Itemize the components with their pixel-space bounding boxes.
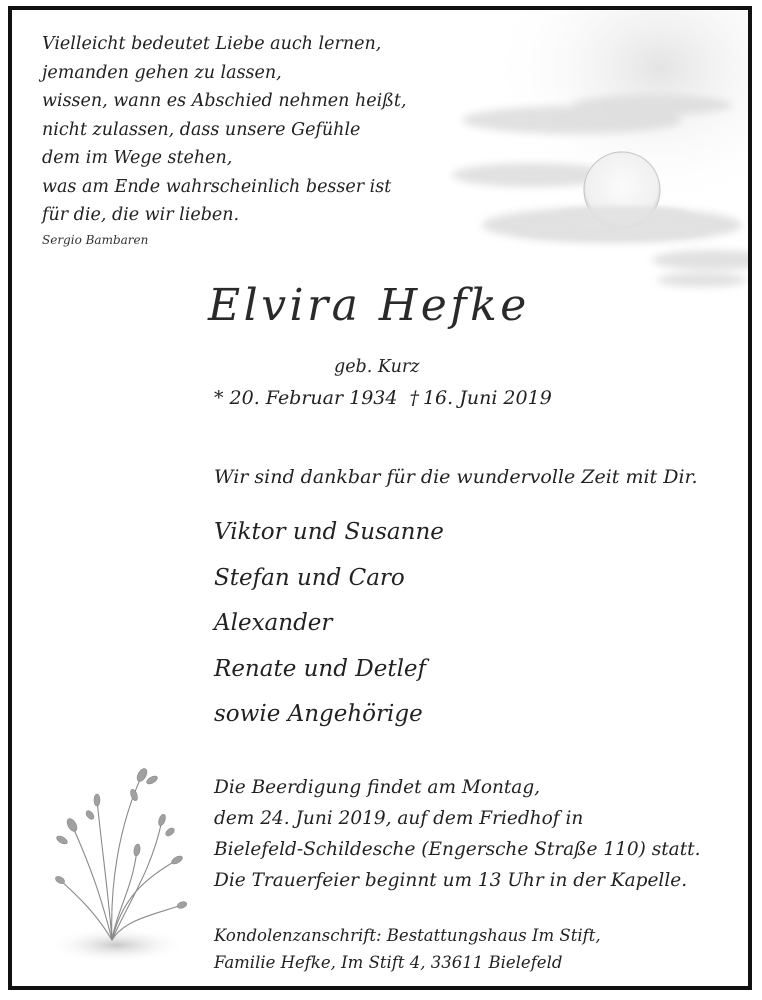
mourner-item: Stefan und Caro bbox=[214, 564, 405, 591]
life-dates bbox=[214, 387, 552, 409]
condolence-line: Familie Hefke, Im Stift 4, 33611 Bielefeld bbox=[214, 953, 563, 972]
birth-name: geb. Kurz bbox=[334, 357, 420, 377]
mourner-item: Alexander bbox=[214, 610, 333, 636]
deceased-name: Elvira Hefke bbox=[208, 280, 530, 331]
grass-icon bbox=[47, 775, 187, 963]
funeral-line: Bielefeld-Schildesche (Engersche Straße 110) statt. bbox=[214, 839, 701, 860]
poem-line: nicht zulassen, dass unsere Gefühle bbox=[42, 119, 361, 140]
funeral-info bbox=[214, 772, 700, 896]
funeral-line: dem 24. Juni 2019, auf dem Friedhof in bbox=[214, 808, 584, 829]
poem-line: dem im Wege stehen, bbox=[42, 148, 233, 168]
mourner-item: Viktor und Susanne bbox=[214, 519, 444, 545]
thanks-line: Wir sind dankbar für die wundervolle Zeit mit Dir. bbox=[214, 466, 698, 488]
funeral-line: Die Trauerfeier beginnt um 13 Uhr in der Kapelle. bbox=[214, 870, 688, 891]
death-date: 16. Juni 2019 bbox=[422, 387, 552, 409]
mourner-item: Renate und Detlef bbox=[214, 655, 427, 682]
poem-line: wissen, wann es Abschied nehmen heißt, bbox=[42, 91, 407, 111]
birth-date: * 20. Februar 1934 bbox=[214, 387, 398, 409]
funeral-line: Die Beerdigung findet am Montag, bbox=[214, 777, 541, 798]
mourner-item: sowie Angehörige bbox=[214, 701, 423, 727]
poem bbox=[42, 30, 407, 230]
poem-line: jemanden gehen zu lassen, bbox=[42, 62, 282, 83]
condolence-address bbox=[214, 922, 601, 976]
mourners-list bbox=[214, 510, 444, 738]
poem-line: Vielleicht bedeutet Liebe auch lernen, bbox=[42, 34, 382, 54]
condolence-line: Kondolenzanschrift: Bestattungshaus Im Stift, bbox=[214, 926, 601, 945]
cross-icon: † bbox=[409, 387, 419, 409]
poem-author: Sergio Bambaren bbox=[42, 233, 149, 247]
obituary-frame bbox=[8, 6, 752, 990]
poem-line: für die, die wir lieben. bbox=[42, 205, 240, 225]
poem-line: was am Ende wahrscheinlich besser ist bbox=[42, 176, 392, 197]
